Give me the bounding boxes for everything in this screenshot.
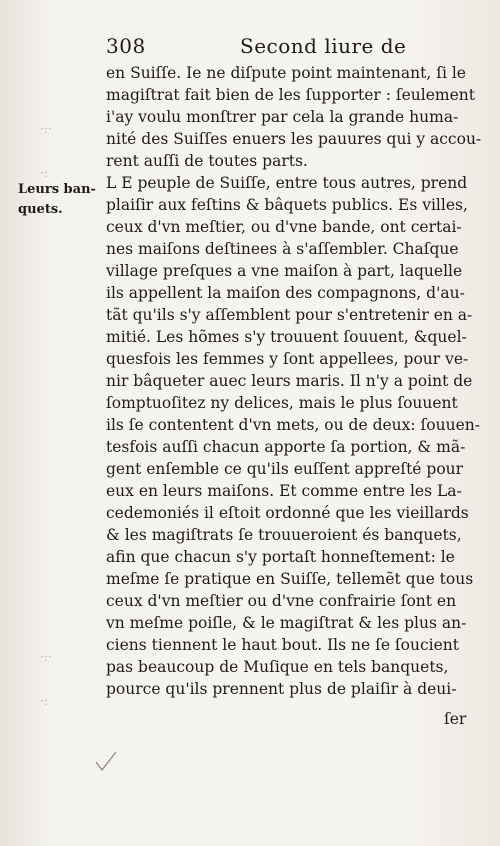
- marginal-note-line: quets.: [18, 202, 63, 217]
- text-line: ceux d'vn meſtier, ou d'vne bande, ont certai-: [106, 218, 462, 236]
- text-line: tesfois auſſi chacun apporte ſa portion, & mã-: [106, 438, 466, 456]
- text-line: en Suiſſe. Ie ne diſpute point maintenant, ſi le: [106, 64, 466, 82]
- bleed-through-marks: ·:· ·: ·:· ·:: [40, 122, 52, 708]
- text-line: mitié. Les hõmes s'y trouuent ſouuent, &quel-: [106, 328, 467, 346]
- catchword: ſer: [444, 710, 467, 728]
- text-line: gent enſemble ce qu'ils euſſent appreſté pour: [106, 460, 464, 478]
- text-line: ceux d'vn meſtier ou d'vne confrairie ſont en: [106, 592, 457, 610]
- marginal-note-line: Leurs ban-: [18, 182, 96, 197]
- text-line: ciens tiennent le haut bout. Ils ne ſe ſoucient: [106, 636, 460, 654]
- text-line: eux en leurs maiſons. Et comme entre les La-: [106, 482, 462, 500]
- text-line: vn meſme poiſle, & le magiſtrat & les plus an-: [106, 614, 467, 632]
- text-line: meſme ſe pratique en Suiſſe, tellemẽt que tous: [106, 570, 474, 588]
- text-line: L E peuple de Suiſſe, entre tous autres, prend: [106, 174, 468, 192]
- text-line: magiſtrat fait bien de les ſupporter : ſeulement: [106, 86, 475, 104]
- body-text: [106, 62, 486, 700]
- text-line: ils appellent la maiſon des compagnons, d'au-: [106, 284, 465, 302]
- text-line: & les magiſtrats ſe trouueroient és banquets,: [106, 526, 462, 544]
- text-line: village preſques a vne maiſon à part, laquelle: [106, 262, 463, 280]
- text-line: nité des Suiſſes enuers les pauures qui y accou-: [106, 130, 482, 148]
- text-line: i'ay voulu monſtrer par cela la grande huma-: [106, 108, 459, 126]
- text-line: nes maiſons deſtinees à s'aſſembler. Chaſque: [106, 240, 459, 258]
- text-line: pas beaucoup de Muſique en tels banquets,: [106, 658, 449, 676]
- page-header: [106, 34, 426, 60]
- text-line: nir bâqueter auec leurs maris. Il n'y a point de: [106, 372, 473, 390]
- text-line: rent auſſi de toutes parts.: [106, 152, 308, 170]
- text-line: afin que chacun s'y portaſt honneſtement: le: [106, 548, 455, 566]
- page-number: 308: [106, 34, 146, 58]
- running-title: Second liure de: [240, 34, 407, 58]
- pencil-check-mark: [92, 748, 120, 776]
- text-line: quesfois les femmes y ſont appellees, pour ve-: [106, 350, 469, 368]
- marginal-note: [18, 180, 108, 220]
- text-line: ils ſe contentent d'vn mets, ou de deux: ſouuen-: [106, 416, 480, 434]
- text-line: plaiſir aux feſtins & bâquets publics. Es villes,: [106, 196, 468, 214]
- text-line: cedemoniés il eſtoit ordonné que les vieillards: [106, 504, 469, 522]
- text-line: tãt qu'ils s'y aſſemblent pour s'entretenir en a-: [106, 306, 473, 324]
- text-line: ſomptuoſitez ny delices, mais le plus ſouuent: [106, 394, 458, 412]
- text-line: pource qu'ils prennent plus de plaiſir à deui-: [106, 680, 457, 698]
